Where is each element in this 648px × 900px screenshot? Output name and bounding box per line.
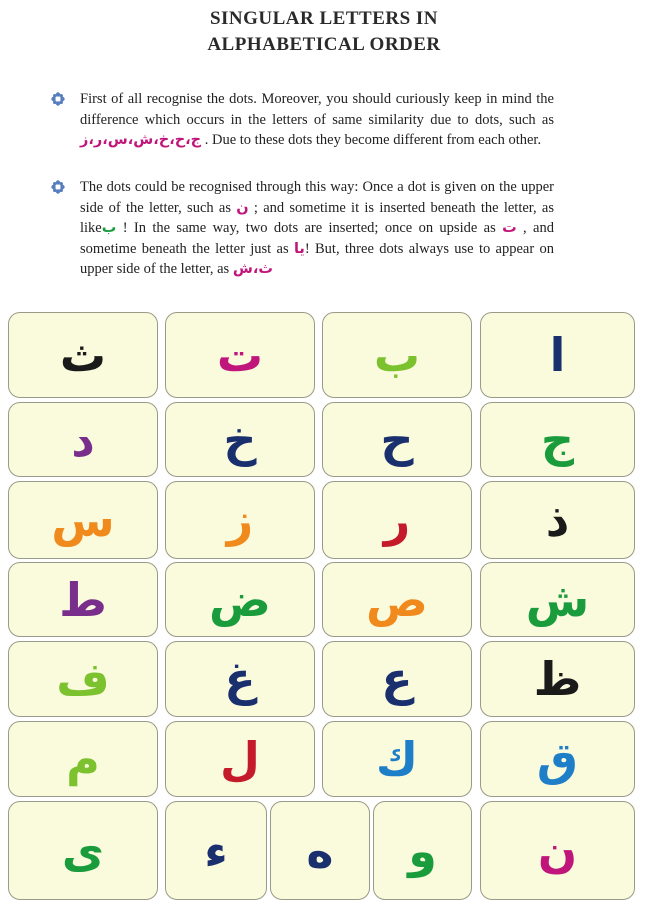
example-letter: يا <box>293 240 305 257</box>
letter-card <box>322 641 472 717</box>
paragraph-dots-intro: First of all recognise the dots. Moreover, you should curiously keep in mind the difference which occurs in the letters of same similarity due to dots, such as ج،ح،خ،ش،س،ر،ز . Due to these dots they become different from each other. <box>80 91 554 149</box>
page-title-line1: SINGULAR LETTERS IN <box>209 8 439 29</box>
letter-card <box>480 641 635 717</box>
example-letters: ج،ح،خ،ش،س،ر،ز <box>80 132 202 149</box>
example-letter: ت <box>502 220 517 237</box>
example-letter: ب <box>101 220 117 237</box>
letter-card <box>8 721 158 797</box>
letter-card <box>322 312 472 398</box>
letter-card <box>165 721 315 797</box>
letter-card <box>8 641 158 717</box>
arabic-letter: ك <box>375 732 419 786</box>
arabic-letter: ذ <box>545 493 570 547</box>
arabic-letter: ه <box>306 823 334 878</box>
arabic-letter: ر <box>383 493 411 547</box>
letter-card <box>373 801 472 900</box>
arabic-letter: ع <box>381 652 413 706</box>
letter-card <box>165 312 315 398</box>
arabic-letter: ط <box>59 572 107 627</box>
letter-card <box>8 481 158 559</box>
letter-card <box>165 641 315 717</box>
arabic-letter: ن <box>537 823 578 878</box>
arabic-letter: ض <box>209 572 271 627</box>
letter-card <box>8 801 158 900</box>
arabic-letter: ز <box>226 493 254 547</box>
letter-card <box>165 801 267 900</box>
arabic-letter: ق <box>536 732 579 786</box>
arabic-letter: ل <box>220 732 260 786</box>
letter-card <box>165 402 315 477</box>
arabic-letter: ف <box>56 652 110 706</box>
arabic-letter: ء <box>204 823 228 878</box>
arabic-letter: و <box>408 823 437 878</box>
arabic-letter: خ <box>223 412 257 467</box>
page-title-line2: ALPHABETICAL ORDER <box>207 34 441 55</box>
letter-card <box>322 402 472 477</box>
example-letter: ث،ش <box>232 261 273 278</box>
letter-card <box>480 481 635 559</box>
letter-card <box>165 562 315 637</box>
letter-card <box>165 481 315 559</box>
letter-card <box>322 562 472 637</box>
flower-bullet-icon <box>51 92 65 106</box>
letter-card <box>8 402 158 477</box>
arabic-letter: ص <box>366 572 428 627</box>
arabic-letter: ح <box>380 412 414 467</box>
flower-bullet-icon <box>51 180 65 194</box>
arabic-letter: م <box>66 732 100 786</box>
paragraph-dots-positions: The dots could be recognised through this way: Once a dot is given on the upper side of the letter, such as ن ; and sometime it is inserted beneath the letter, as likeب ! In the same way, two dots are inserted; once on upside as ت , and sometime beneath the letter just as يا! But, three dots always use to appear on upper side of the letter, as ث،ش <box>80 179 555 278</box>
letter-card <box>8 312 158 398</box>
letter-card <box>480 312 635 398</box>
letter-card <box>322 481 472 559</box>
letter-card <box>480 562 635 637</box>
arabic-letter: غ <box>224 652 256 706</box>
arabic-letter: ب <box>373 328 421 382</box>
letter-card <box>480 402 635 477</box>
alphabet-grid <box>0 312 648 900</box>
arabic-letter: ث <box>59 328 107 382</box>
arabic-letter: ى <box>61 823 105 878</box>
arabic-letter: د <box>71 412 95 467</box>
letter-card <box>270 801 370 900</box>
arabic-letter: ت <box>216 328 264 382</box>
letter-card <box>8 562 158 637</box>
letter-card <box>322 721 472 797</box>
letter-card <box>480 721 635 797</box>
letter-card <box>480 801 635 900</box>
arabic-letter: ش <box>525 572 590 627</box>
arabic-letter: ا <box>549 328 566 382</box>
arabic-letter: س <box>51 493 115 547</box>
arabic-letter: ظ <box>533 652 582 706</box>
example-letter: ن <box>236 199 249 216</box>
arabic-letter: ج <box>540 412 575 467</box>
